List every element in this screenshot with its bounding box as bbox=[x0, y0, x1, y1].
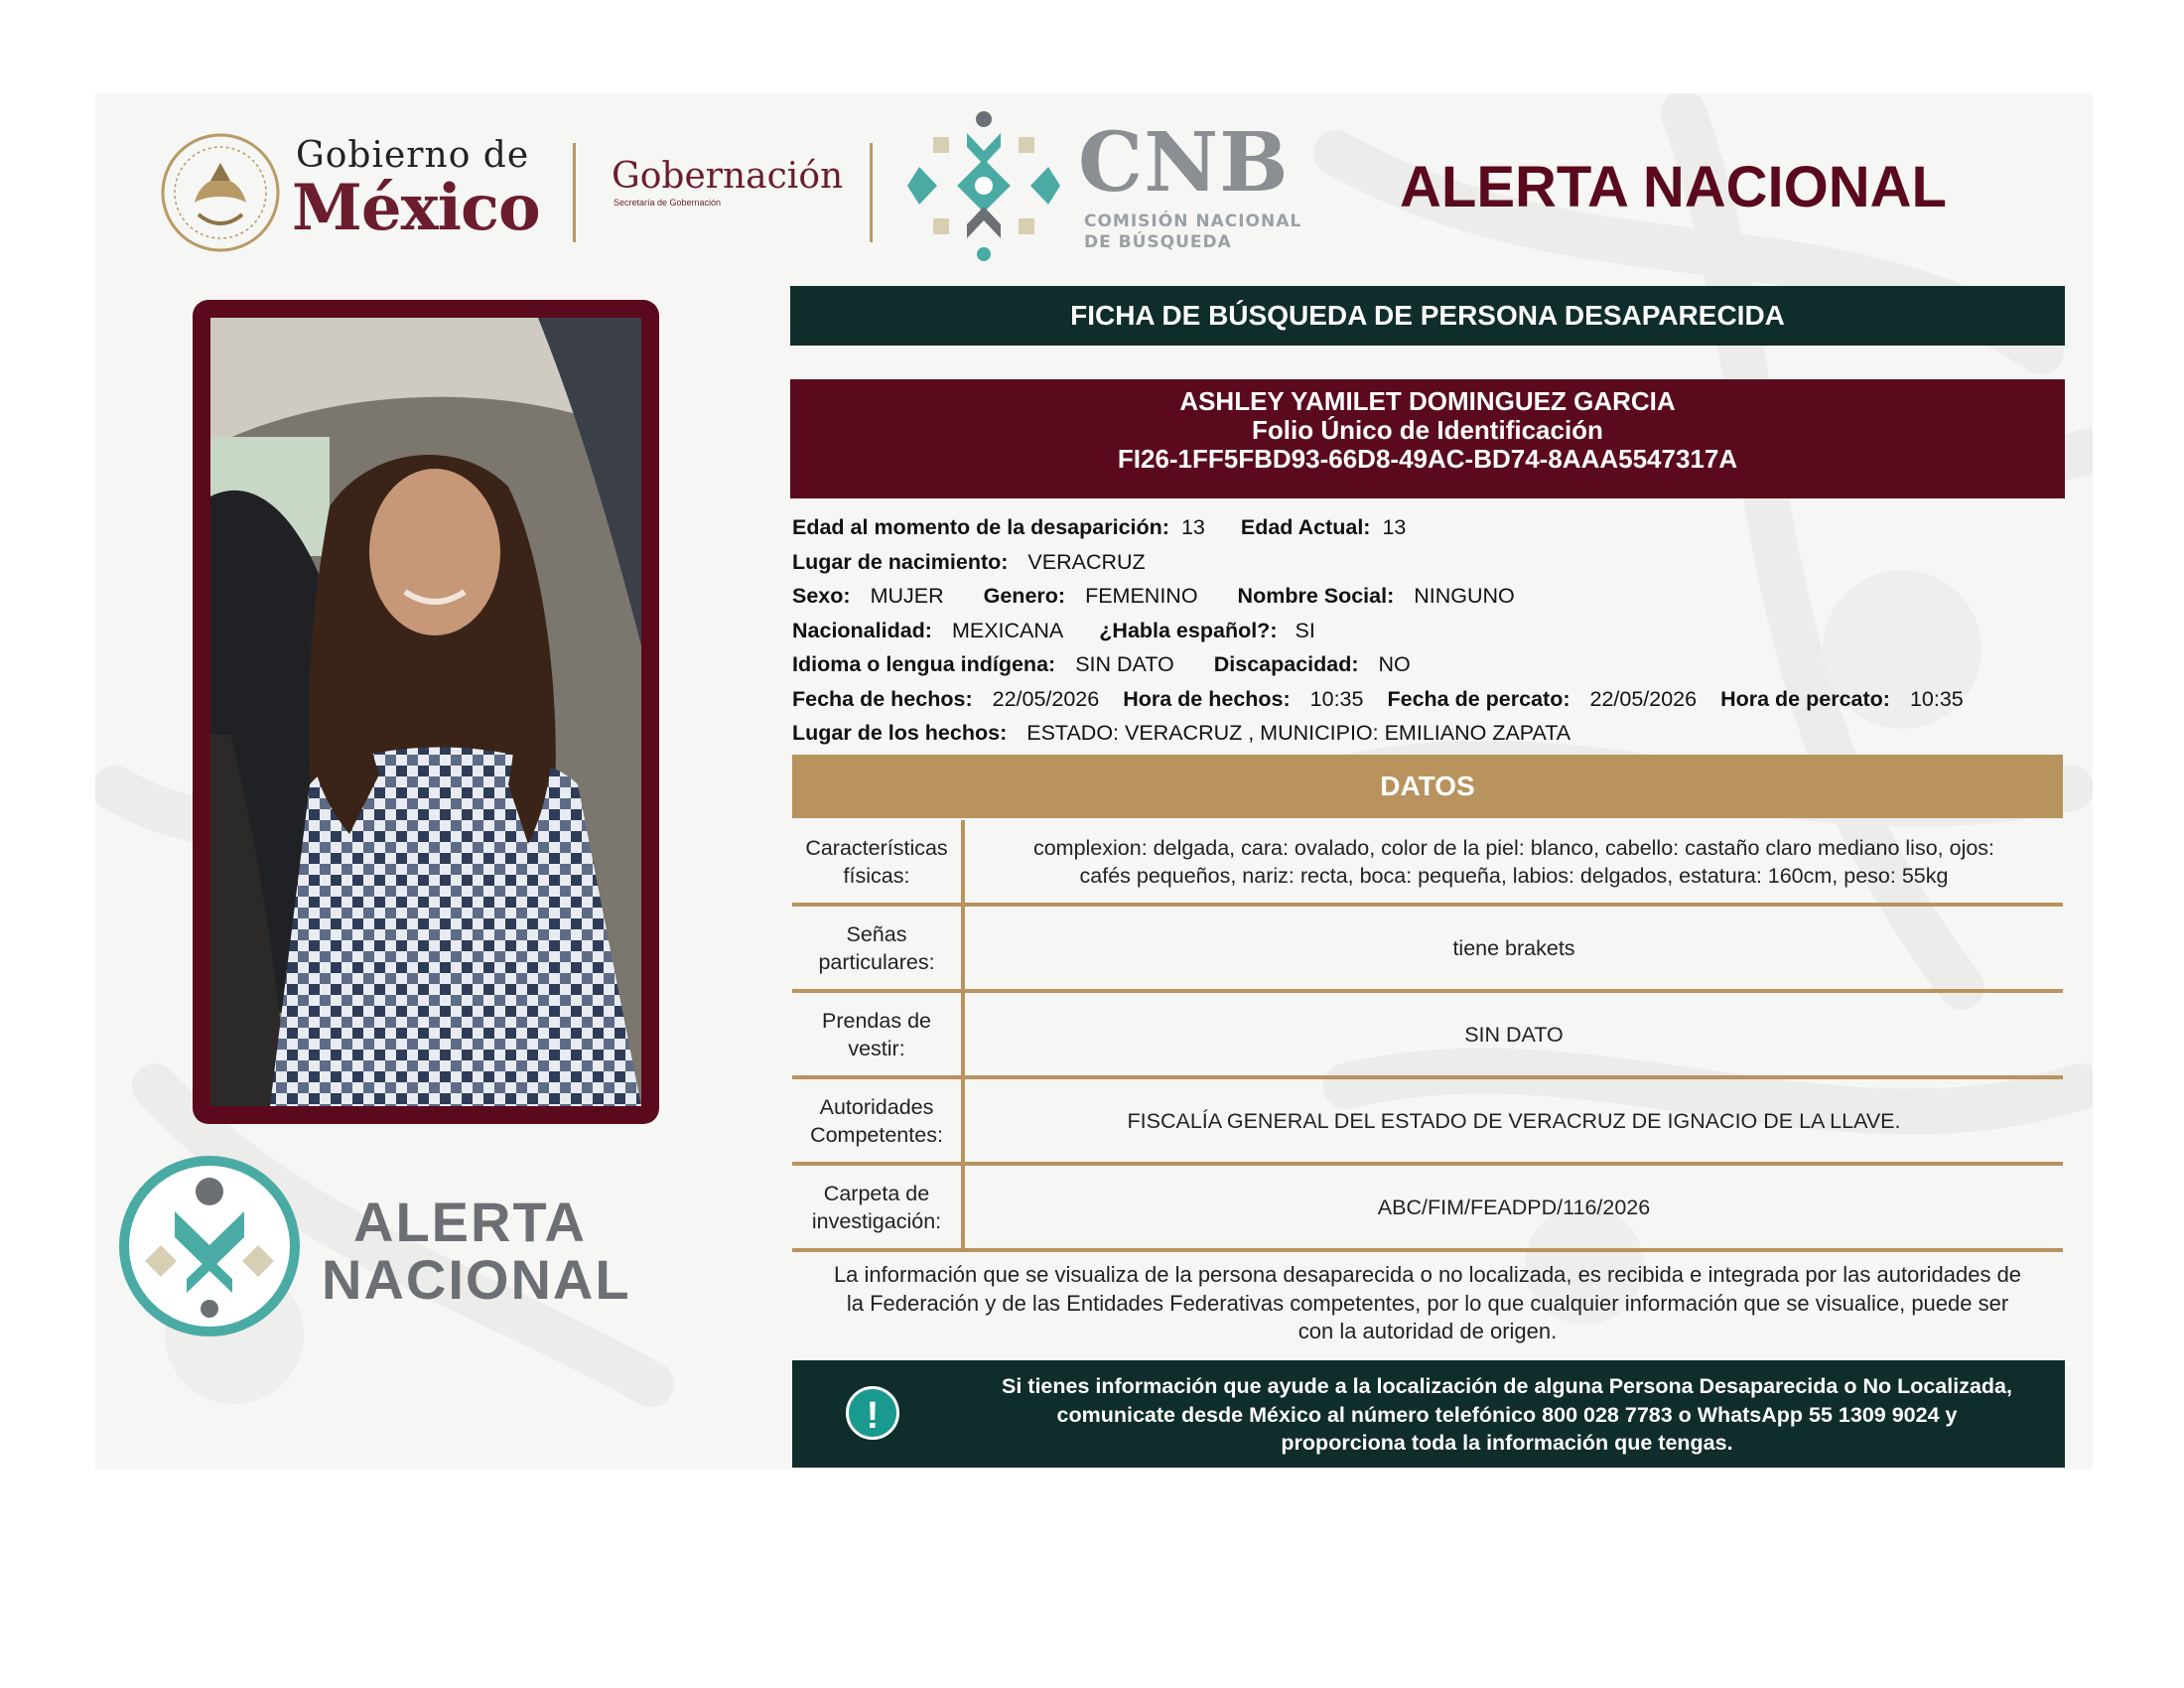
nombre-social-label: Nombre Social: bbox=[1237, 584, 1395, 608]
disclaimer bbox=[794, 1261, 2061, 1346]
row-label-line: Autoridades bbox=[819, 1094, 934, 1119]
lugar-nacimiento-value: VERACRUZ bbox=[1027, 549, 1146, 574]
person-photo-illustration bbox=[210, 318, 641, 1106]
alerta-nacional-emblem-icon bbox=[117, 1154, 302, 1338]
datos-table bbox=[792, 820, 2063, 1252]
contact-line: Si tienes información que ayude a la localización de alguna Persona Desaparecida o No Localizada, bbox=[1002, 1374, 2012, 1398]
lugar-hechos-value: ESTADO: VERACRUZ , MUNICIPIO: EMILIANO ZAPATA bbox=[1026, 721, 1571, 745]
info-row bbox=[792, 614, 2065, 648]
row-label bbox=[792, 1166, 965, 1248]
edad-actual-value: 13 bbox=[1382, 515, 1407, 539]
hora-hechos-label: Hora de hechos: bbox=[1123, 686, 1291, 711]
datos-header: DATOS bbox=[792, 755, 2063, 818]
hora-percato-value: 10:35 bbox=[1909, 686, 1964, 711]
info-row bbox=[792, 716, 2065, 751]
cnb-subtitle bbox=[1084, 211, 1301, 253]
discapacidad-label: Discapacidad: bbox=[1213, 652, 1359, 676]
row-value bbox=[965, 820, 2063, 903]
row-label-line: Carpeta de bbox=[823, 1181, 930, 1205]
nombre-social-value: NINGUNO bbox=[1414, 584, 1515, 608]
edad-desaparicion-value: 13 bbox=[1180, 515, 1205, 539]
fecha-percato-value: 22/05/2026 bbox=[1589, 686, 1698, 711]
cnb-label: CNB bbox=[1078, 115, 1290, 211]
row-value-line: complexion: delgada, cara: ovalado, color de la piel: blanco, cabello: castaño claro mediano liso, ojos: bbox=[1032, 835, 1995, 860]
edad-actual-label: Edad Actual: bbox=[1240, 515, 1371, 539]
nacionalidad-label: Nacionalidad: bbox=[792, 618, 932, 642]
habla-espanol-label: ¿Habla español?: bbox=[1099, 618, 1278, 642]
table-row bbox=[792, 907, 2063, 993]
disclaimer-line: La información que se visualiza de la persona desaparecida o no localizada, es recibida e integrada por las autoridades de bbox=[833, 1262, 2022, 1287]
header-divider bbox=[573, 143, 576, 242]
info-row bbox=[792, 510, 2065, 545]
genero-value: FEMENINO bbox=[1085, 584, 1198, 608]
disclaimer-line: la Federación y de las Entidades Federativas competentes, por lo que cualquier información que se visualice, puede ser bbox=[846, 1290, 2009, 1316]
row-value: SIN DATO bbox=[1464, 1022, 1564, 1047]
photo-frame bbox=[193, 300, 659, 1124]
mexico-label: México bbox=[292, 171, 540, 245]
row-label-line: Competentes: bbox=[810, 1122, 943, 1147]
person-photo bbox=[210, 318, 641, 1106]
idioma-value: SIN DATO bbox=[1075, 652, 1174, 676]
row-label-line: Características bbox=[805, 835, 948, 860]
row-label-line: Señas bbox=[846, 921, 907, 946]
disclaimer-line: con la autoridad de origen. bbox=[1297, 1319, 1558, 1343]
row-label bbox=[792, 993, 965, 1075]
sexo-label: Sexo: bbox=[792, 584, 851, 608]
fecha-hechos-value: 22/05/2026 bbox=[992, 686, 1100, 711]
gobernacion-label: Gobernación bbox=[612, 156, 844, 197]
discapacidad-value: NO bbox=[1378, 652, 1411, 676]
sexo-value: MUJER bbox=[870, 584, 944, 608]
hora-hechos-value: 10:35 bbox=[1309, 686, 1364, 711]
table-row bbox=[792, 1079, 2063, 1166]
row-value-line: cafés pequeños, nariz: recta, boca: pequeña, labios: delgados, estatura: 160cm, peso: 55kg bbox=[1079, 863, 1949, 888]
habla-espanol-value: SI bbox=[1295, 618, 1315, 642]
row-label-line: Prendas de bbox=[822, 1008, 931, 1033]
row-label-line: particulares: bbox=[818, 949, 935, 974]
fecha-hechos-label: Fecha de hechos: bbox=[792, 686, 973, 711]
cnb-subtitle-line: COMISIÓN NACIONAL bbox=[1084, 211, 1302, 231]
row-value: ABC/FIM/FEADPD/116/2026 bbox=[1377, 1195, 1651, 1219]
fecha-percato-label: Fecha de percato: bbox=[1387, 686, 1570, 711]
nacional-word: NACIONAL bbox=[322, 1248, 631, 1311]
table-row bbox=[792, 993, 2063, 1079]
info-row bbox=[792, 545, 2065, 580]
gobernacion-sub-label: Secretaría de Gobernación bbox=[614, 198, 722, 208]
info-row bbox=[792, 647, 2065, 682]
genero-label: Genero: bbox=[983, 584, 1066, 608]
table-row bbox=[792, 1166, 2063, 1252]
row-value: FISCALÍA GENERAL DEL ESTADO DE VERACRUZ DE IGNACIO DE LA LLAVE. bbox=[1127, 1108, 1901, 1133]
person-info bbox=[792, 510, 2065, 751]
contact-line: comunicate desde México al número telefónico 800 028 7783 o WhatsApp 55 1309 9024 y bbox=[1056, 1402, 1958, 1427]
row-label bbox=[792, 1079, 965, 1162]
info-row bbox=[792, 579, 2065, 614]
edad-desaparicion-label: Edad al momento de la desaparición: bbox=[792, 515, 1169, 539]
header-divider bbox=[870, 143, 873, 242]
contact-text bbox=[961, 1372, 2053, 1458]
folio-label: Folio Único de Identificación bbox=[1252, 415, 1603, 445]
folio-value: FI26-1FF5FBD93-66D8-49AC-BD74-8AAA5547317A bbox=[1117, 444, 1738, 474]
lugar-nacimiento-label: Lugar de nacimiento: bbox=[792, 549, 1009, 574]
contact-box bbox=[792, 1360, 2065, 1468]
row-label-line: investigación: bbox=[811, 1208, 942, 1233]
lugar-hechos-label: Lugar de los hechos: bbox=[792, 721, 1008, 745]
cnb-subtitle-line: DE BÚSQUEDA bbox=[1084, 232, 1232, 252]
exclamation-icon: ! bbox=[846, 1386, 899, 1440]
table-row bbox=[792, 820, 2063, 907]
gobierno-label: Gobierno de bbox=[296, 135, 530, 176]
info-row bbox=[792, 682, 2065, 717]
nacionalidad-value: MEXICANA bbox=[951, 618, 1064, 642]
person-name: ASHLEY YAMILET DOMINGUEZ GARCIA bbox=[1179, 386, 1676, 416]
idioma-label: Idioma o lengua indígena: bbox=[792, 652, 1056, 676]
coat-of-arms-icon bbox=[159, 131, 282, 254]
row-label bbox=[792, 820, 965, 903]
row-label bbox=[792, 907, 965, 989]
row-label-line: físicas: bbox=[843, 863, 910, 888]
row-label-line: vestir: bbox=[848, 1036, 905, 1060]
ficha-title: FICHA DE BÚSQUEDA DE PERSONA DESAPARECIDA bbox=[790, 286, 2065, 346]
hora-percato-label: Hora de percato: bbox=[1720, 686, 1890, 711]
contact-line: proporciona toda la información que tengas. bbox=[1281, 1431, 1733, 1455]
alerta-word: ALERTA bbox=[353, 1191, 587, 1253]
cnb-emblem-icon bbox=[905, 107, 1062, 264]
person-name-bar bbox=[790, 379, 2065, 498]
row-value: tiene brakets bbox=[1452, 935, 1575, 960]
alerta-nacional-title: ALERTA NACIONAL bbox=[1400, 155, 1947, 219]
